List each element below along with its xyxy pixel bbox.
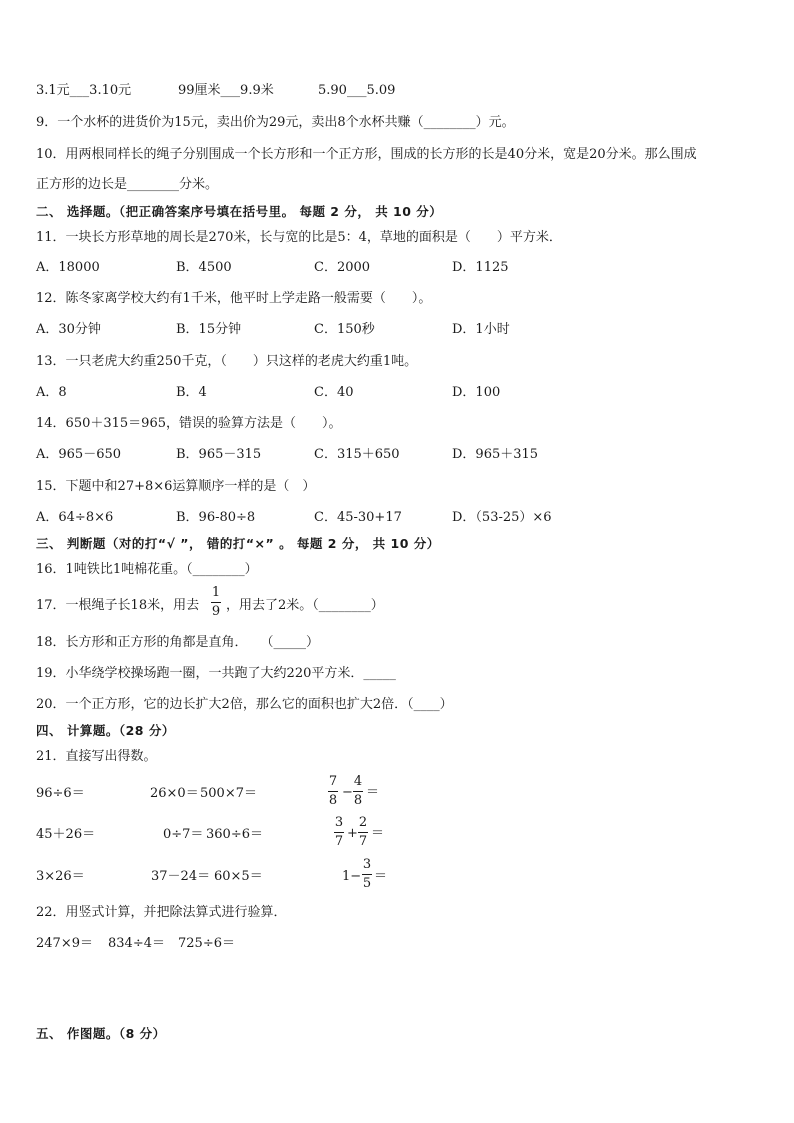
q12-option-b: B．15分钟 — [176, 322, 242, 337]
q14-option-d: D．965＋315 — [452, 447, 539, 462]
q11-option-c: C．2000 — [314, 260, 371, 275]
question-15: 15．下题中和27+8×6运算顺序一样的是（ ） — [36, 479, 316, 494]
fraction-bar — [353, 791, 363, 792]
q15-option-d: D．（53-25）×6 — [452, 510, 552, 525]
q17-fraction — [211, 585, 221, 620]
question-22-title: 22．用竖式计算，并把除法算式进行验算． — [36, 905, 287, 920]
fraction-denominator: 7 — [358, 834, 368, 849]
q21-r3-c: 60×5＝ — [214, 869, 263, 884]
q14-option-a: A．965－650 — [36, 447, 122, 462]
fraction-numerator: 2 — [358, 815, 368, 830]
q13-option-c: C．40 — [314, 385, 354, 400]
question-17-before: 17．一根绳子长18米，用去 — [36, 598, 200, 613]
q12-option-d: D．1小时 — [452, 322, 510, 337]
q15-option-b: B．96-80÷8 — [176, 510, 256, 525]
question-10-line2: 正方形的边长是________分米。 — [36, 177, 219, 192]
q13-option-b: B．4 — [176, 385, 207, 400]
q21-r1-frac2 — [353, 774, 363, 809]
q21-r2-operator: + — [347, 826, 358, 841]
question-9: 9．一个水杯的进货价为15元，卖出价为29元，卖出8个水杯共赚（________）元。 — [36, 115, 515, 130]
q21-r2-frac2 — [358, 815, 368, 850]
question-17-after: ，用去了2米。（________） — [226, 598, 384, 613]
q21-r1-operator: − — [342, 785, 353, 800]
q15-option-c: C．45-30+17 — [314, 510, 402, 525]
fraction-numerator: 4 — [353, 774, 363, 789]
q11-option-d: D．1125 — [452, 260, 509, 275]
fraction-bar — [334, 832, 344, 833]
q22-b: 834÷4＝ — [108, 936, 165, 951]
question-21-title: 21．直接写出得数。 — [36, 749, 157, 764]
q21-r2-b: 0÷7＝ — [163, 827, 204, 842]
q21-r2-c: 360÷6＝ — [206, 827, 263, 842]
fraction-denominator: 9 — [211, 604, 221, 619]
q8-compare-2: 99厘米___9.9米 — [178, 83, 274, 98]
question-12: 12．陈冬家离学校大约有1千米，他平时上学走路一般需要（ ）。 — [36, 291, 432, 306]
section-5-heading: 五、 作图题。（8 分） — [36, 1026, 166, 1041]
fraction-bar — [362, 874, 372, 875]
q22-c: 725÷6＝ — [178, 936, 235, 951]
q15-option-a: A．64÷8×6 — [36, 510, 114, 525]
q21-r1-frac1 — [328, 774, 338, 809]
q21-r1-a: 96÷6＝ — [36, 786, 85, 801]
q13-option-d: D．100 — [452, 385, 501, 400]
question-11: 11．一块长方形草地的周长是270米，长与宽的比是5：4，草地的面积是（ ）平方米． — [36, 230, 562, 245]
question-16: 16．1吨铁比1吨棉花重。（________） — [36, 562, 258, 577]
question-19: 19．小华绕学校操场跑一圈，一共跑了大约220平方米．_____ — [36, 666, 396, 681]
fraction-denominator: 7 — [334, 834, 344, 849]
q14-option-b: B．965－315 — [176, 447, 262, 462]
q21-r3-prefix: 1− — [342, 869, 362, 884]
fraction-bar — [328, 791, 338, 792]
section-2-heading: 二、 选择题。（把正确答案序号填在括号里。 每题 2 分， 共 10 分） — [36, 204, 443, 219]
q22-a: 247×9＝ — [36, 936, 93, 951]
q21-r3-equals: ＝ — [374, 869, 388, 884]
fraction-numerator: 3 — [334, 815, 344, 830]
q21-r2-a: 45＋26＝ — [36, 827, 96, 842]
question-13: 13．一只老虎大约重250千克，（ ）只这样的老虎大约重1吨。 — [36, 354, 418, 369]
question-20: 20．一个正方形，它的边长扩大2倍，那么它的面积也扩大2倍．（____） — [36, 697, 453, 712]
q14-option-c: C．315＋650 — [314, 447, 400, 462]
question-14: 14．650＋315＝965，错误的验算方法是（ ）。 — [36, 416, 342, 431]
q8-compare-3: 5.90___5.09 — [318, 83, 396, 98]
q21-r2-equals: ＝ — [371, 826, 385, 841]
q21-r1-b: 26×0＝ — [150, 786, 199, 801]
q8-compare-1: 3.1元___3.10元 — [36, 83, 132, 98]
fraction-bar — [358, 832, 368, 833]
q21-r3-frac1 — [362, 857, 372, 892]
fraction-numerator: 3 — [362, 857, 372, 872]
q21-r2-frac1 — [334, 815, 344, 850]
question-18: 18．长方形和正方形的角都是直角． （_____） — [36, 635, 320, 650]
q11-option-a: A．18000 — [36, 260, 100, 275]
q21-r1-c: 500×7＝ — [200, 786, 257, 801]
q12-option-a: A．30分钟 — [36, 322, 101, 337]
fraction-denominator: 5 — [362, 876, 372, 891]
fraction-numerator: 7 — [328, 774, 338, 789]
q12-option-c: C．150秒 — [314, 322, 375, 337]
fraction-bar — [211, 602, 221, 603]
section-4-heading: 四、 计算题。（28 分） — [36, 723, 175, 738]
q11-option-b: B．4500 — [176, 260, 232, 275]
q13-option-a: A．8 — [36, 385, 67, 400]
section-3-heading: 三、 判断题（对的打“√ ”， 错的打“×” 。 每题 2 分， 共 10 分） — [36, 536, 440, 551]
fraction-numerator: 1 — [211, 585, 221, 600]
q21-r3-a: 3×26＝ — [36, 869, 85, 884]
question-10-line1: 10．用两根同样长的绳子分别围成一个长方形和一个正方形，围成的长方形的长是40分米，宽是20分米。那么围成 — [36, 147, 697, 162]
q21-r3-b: 37－24＝ — [151, 869, 211, 884]
fraction-denominator: 8 — [328, 793, 338, 808]
fraction-denominator: 8 — [353, 793, 363, 808]
q21-r1-equals: ＝ — [366, 785, 380, 800]
